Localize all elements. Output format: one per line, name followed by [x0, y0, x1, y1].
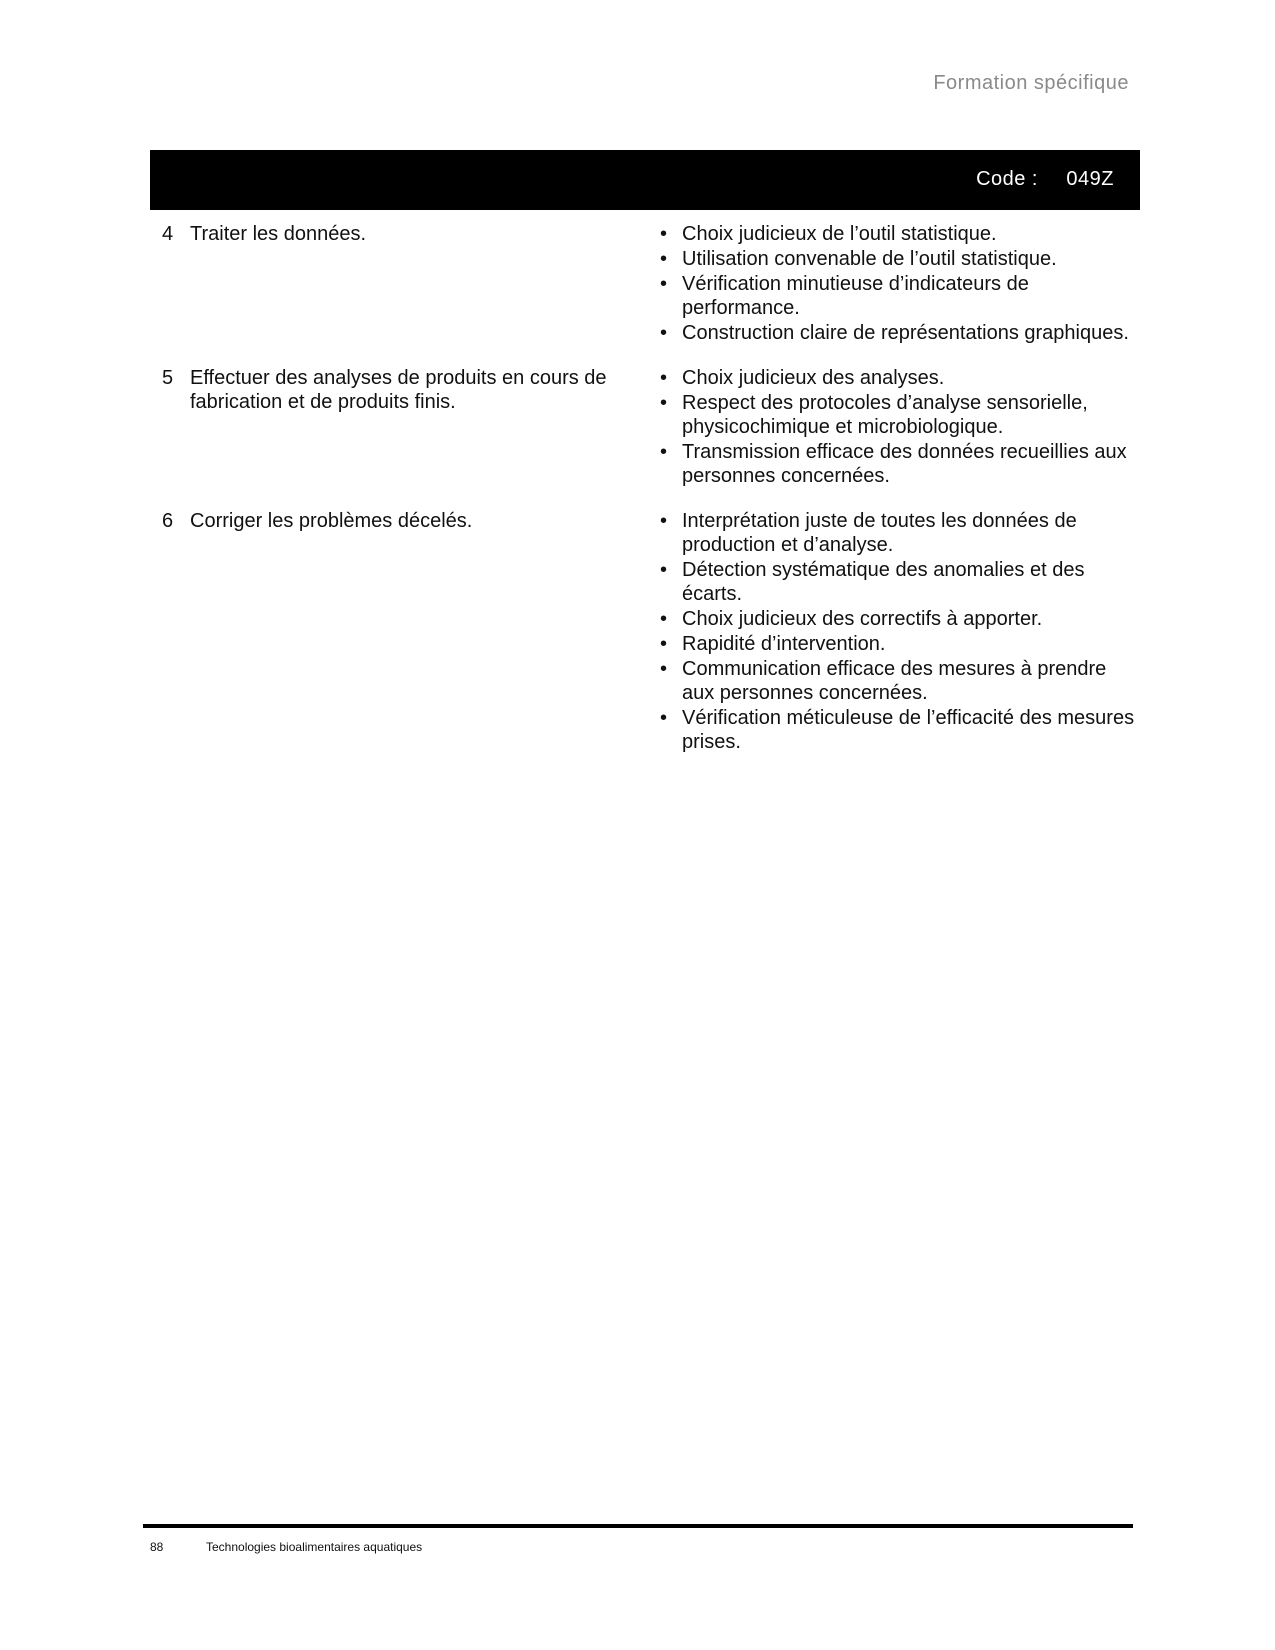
- page-number: 88: [150, 1540, 164, 1554]
- criterion-item: • Détection systématique des anomalies et des écarts.: [652, 558, 1137, 606]
- table-row: [150, 222, 1140, 346]
- task-cell: [150, 509, 652, 755]
- criteria-cell: [652, 366, 1137, 489]
- task-text: Effectuer des analyses de produits en cours de fabrication et de produits finis.: [190, 367, 607, 413]
- criteria-list: [652, 222, 1137, 345]
- criteria-list: [652, 509, 1137, 754]
- criterion-item: • Vérification minutieuse d’indicateurs de performance.: [652, 272, 1137, 320]
- criterion-item: • Communication efficace des mesures à prendre aux personnes concernées.: [652, 657, 1137, 705]
- task-number: 6: [162, 510, 174, 532]
- code-label: Code :: [976, 168, 1038, 190]
- criterion-item: • Construction claire de représentations graphiques.: [652, 321, 1137, 345]
- criterion-item: • Rapidité d’intervention.: [652, 632, 1137, 656]
- task-cell: [150, 366, 652, 489]
- task-text: Corriger les problèmes décelés.: [190, 510, 473, 532]
- footer-divider: [143, 1524, 1133, 1528]
- criteria-cell: [652, 222, 1137, 346]
- competency-table: [150, 222, 1140, 775]
- task-number: 4: [162, 223, 174, 245]
- criterion-item: • Respect des protocoles d’analyse sensorielle, physicochimique et microbiologique.: [652, 391, 1137, 439]
- criteria-list: [652, 366, 1137, 488]
- criterion-item: • Choix judicieux des correctifs à apporter.: [652, 607, 1137, 631]
- table-row: [150, 509, 1140, 755]
- task-cell: [150, 222, 652, 346]
- criterion-item: • Utilisation convenable de l’outil statistique.: [652, 247, 1137, 271]
- criteria-cell: [652, 509, 1137, 755]
- code-bar: [150, 150, 1140, 210]
- criterion-item: • Transmission efficace des données recueillies aux personnes concernées.: [652, 440, 1137, 488]
- code-value: 049Z: [1066, 168, 1114, 190]
- criterion-item: • Interprétation juste de toutes les données de production et d’analyse.: [652, 509, 1137, 557]
- section-header: Formation spécifique: [933, 72, 1129, 94]
- footer-title: Technologies bioalimentaires aquatiques: [206, 1540, 423, 1554]
- task-text: Traiter les données.: [190, 223, 367, 245]
- table-row: [150, 366, 1140, 489]
- criterion-item: • Choix judicieux de l’outil statistique.: [652, 222, 1137, 246]
- criterion-item: • Vérification méticuleuse de l’efficacité des mesures prises.: [652, 706, 1137, 754]
- task-number: 5: [162, 367, 174, 389]
- criterion-item: • Choix judicieux des analyses.: [652, 366, 1137, 390]
